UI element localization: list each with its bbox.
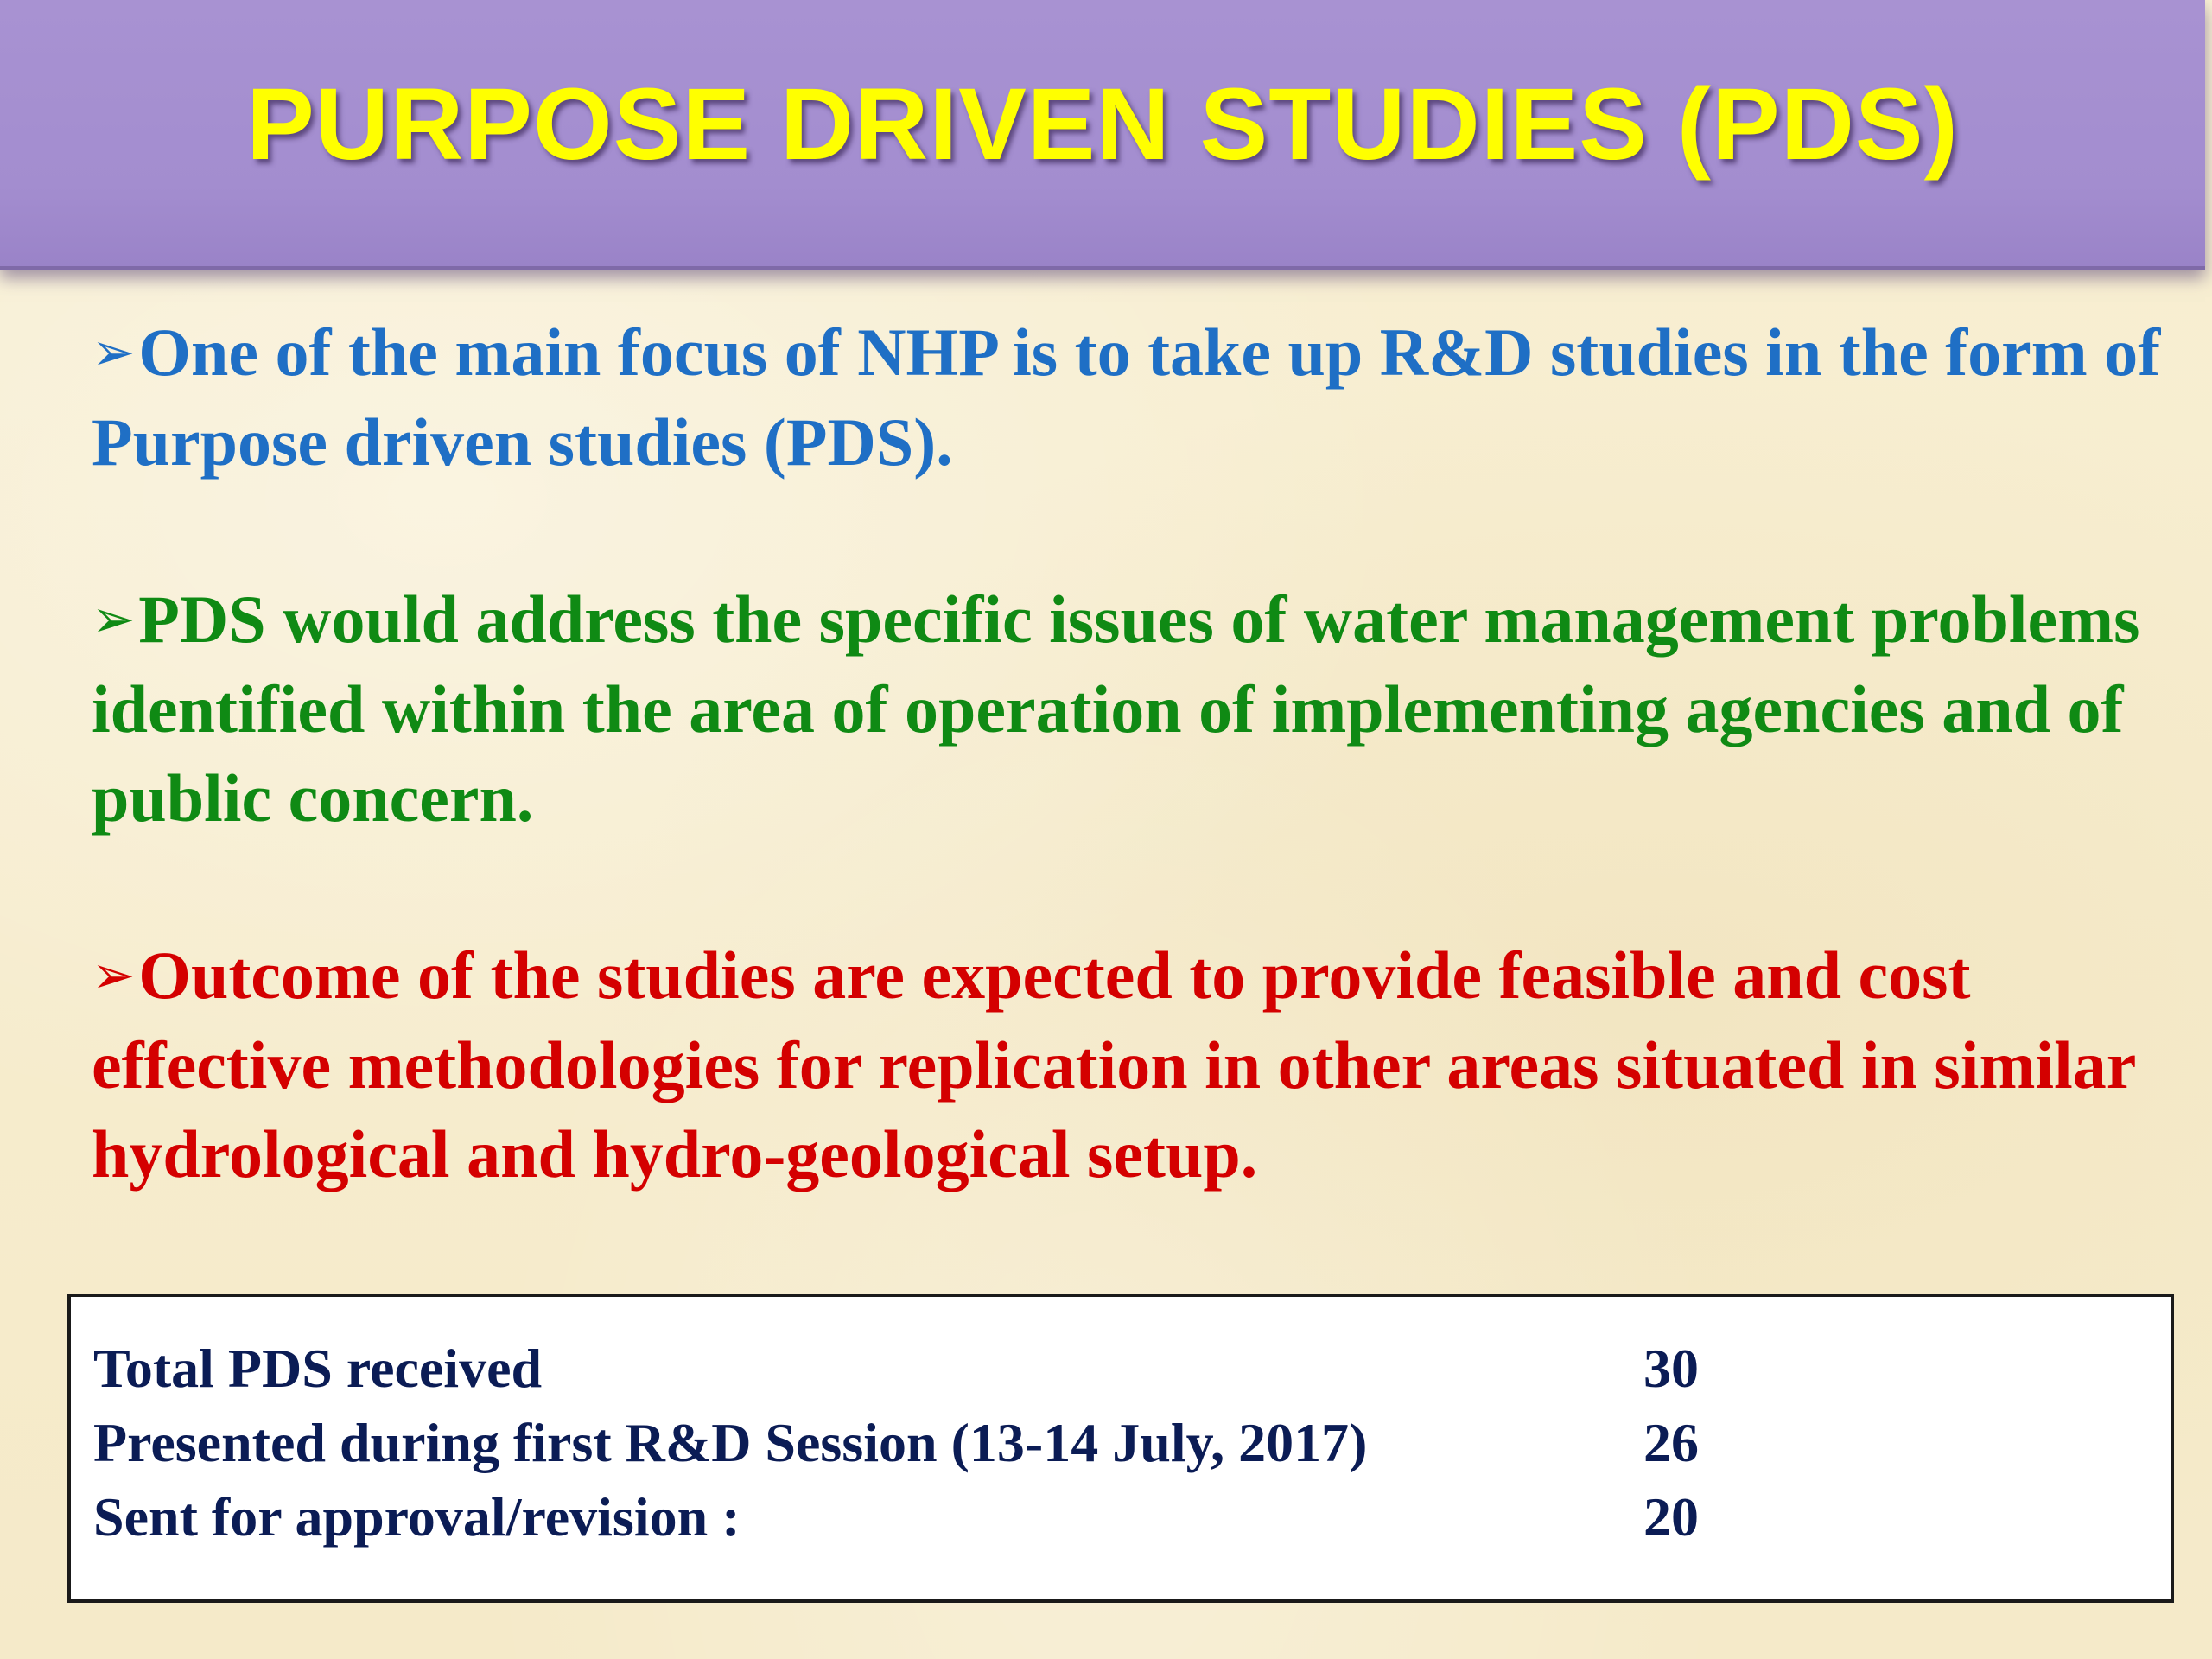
bullet-item-3 <box>92 931 2165 1198</box>
bullet-list <box>92 308 2165 1198</box>
stats-row-presented <box>93 1406 2150 1480</box>
stats-label: Sent for approval/revision : <box>93 1486 741 1548</box>
stats-value: 26 <box>1643 1412 1699 1473</box>
arrow-bullet-icon: ➢ <box>92 589 136 650</box>
stats-value: 20 <box>1643 1486 1699 1548</box>
stats-box <box>67 1294 2174 1603</box>
bullet-text-2: PDS would address the specific issues of water management problems identified within the area of operation of implementing agencies and of public concern. <box>92 582 2140 836</box>
stats-row-sent-for-approval <box>93 1480 2150 1554</box>
arrow-bullet-icon: ➢ <box>92 945 136 1006</box>
stats-row-total-received <box>93 1332 2150 1406</box>
bullet-text-1: One of the main focus of NHP is to take up R&D studies in the form of Purpose driven studies (PDS). <box>92 315 2161 480</box>
stats-label: Total PDS received <box>93 1338 543 1399</box>
stats-label: Presented during first R&D Session (13-14 July, 2017) <box>93 1412 1368 1473</box>
bullet-text-3: Outcome of the studies are expected to provide feasible and cost effective methodologies for replication in other areas situated in similar hydrological and hydro-geological setup. <box>92 938 2135 1192</box>
title-bar <box>0 0 2205 270</box>
bullet-item-1 <box>92 308 2165 486</box>
bullet-item-2 <box>92 575 2165 842</box>
stats-value: 30 <box>1643 1338 1699 1399</box>
arrow-bullet-icon: ➢ <box>92 322 136 383</box>
slide-title: PURPOSE DRIVEN STUDIES (PDS) <box>246 67 1959 181</box>
